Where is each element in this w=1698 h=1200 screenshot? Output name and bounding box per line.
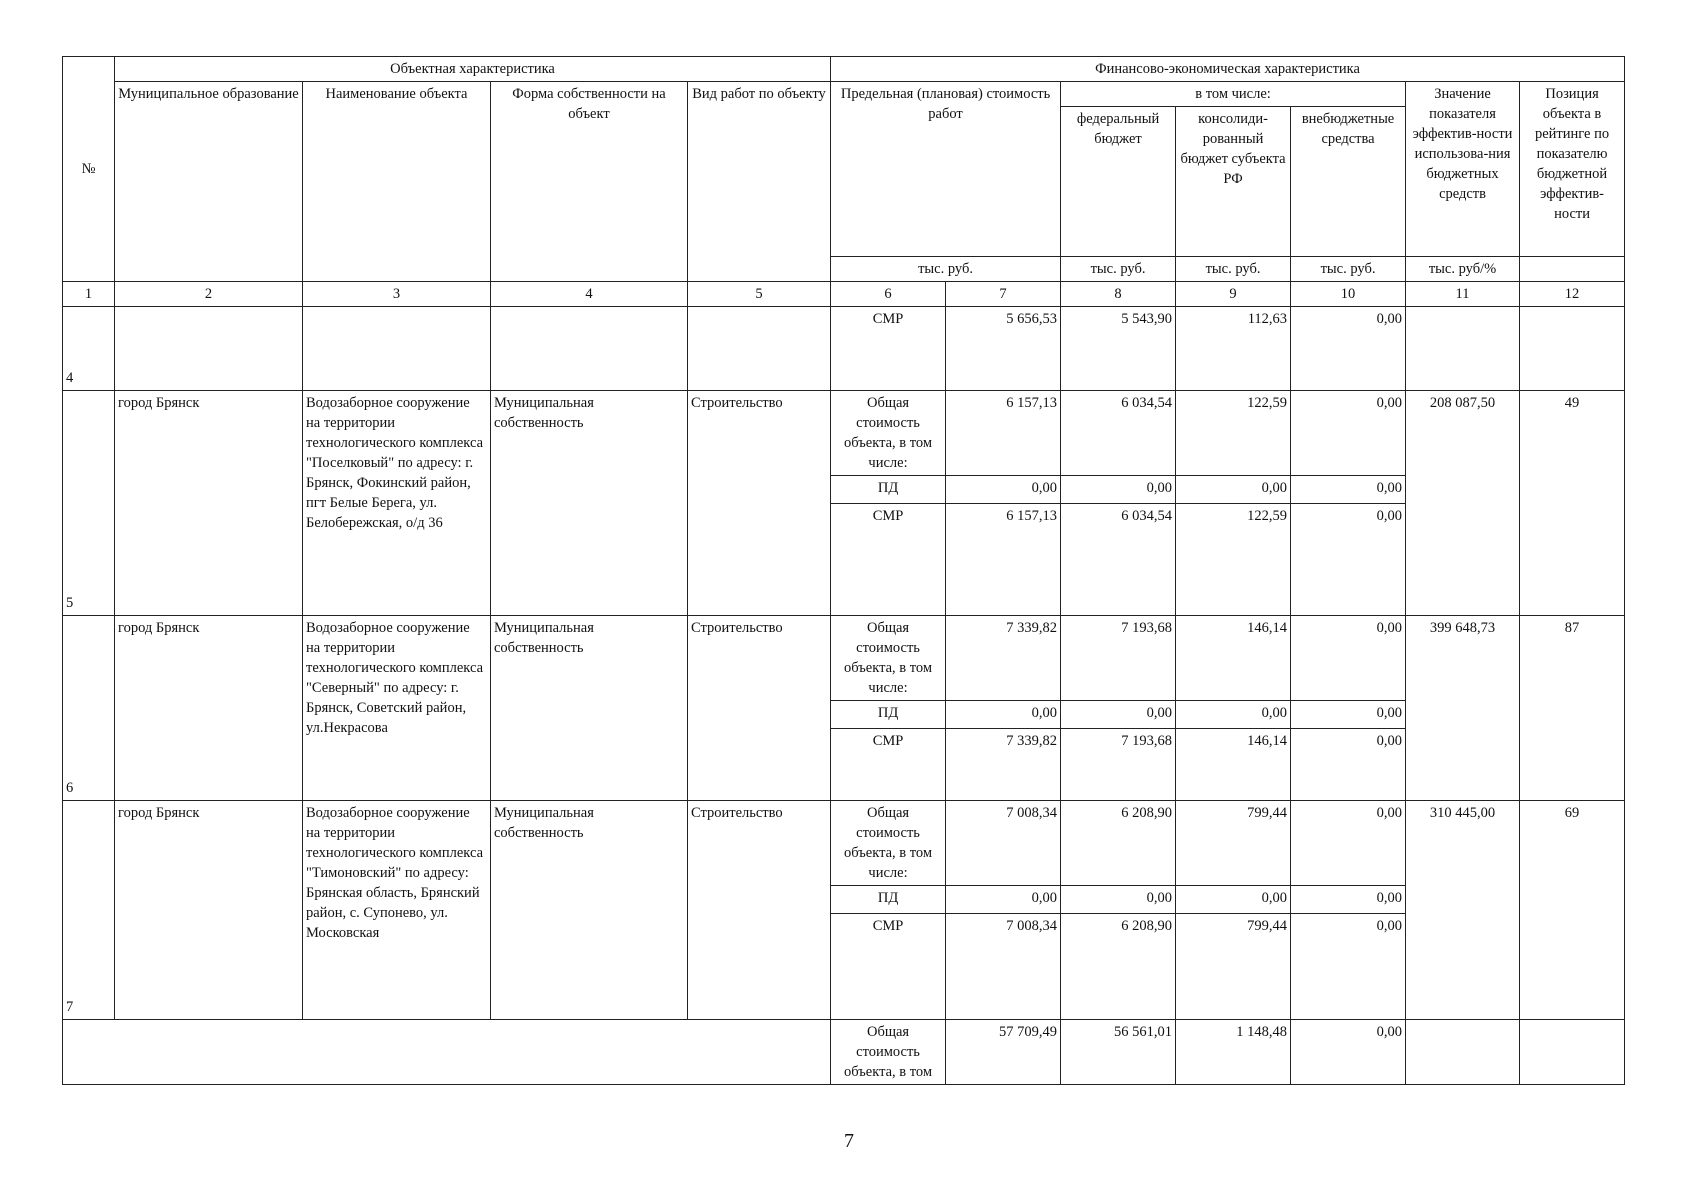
cost-federal: 6 034,54 [1061,504,1176,616]
header-object-name: Наименование объекта [303,82,491,282]
object-name: Водозаборное сооружение на территории технологического комплекса "Поселковый" по адресу: г. Брянск, Фокинский район, пгт Белые Берега, ул. Белобережская, о/д 36 [303,391,491,616]
row-number: 6 [63,616,115,801]
cost-federal: 6 034,54 [1061,391,1176,476]
header-cost: Предельная (плановая) стоимость работ [831,82,1061,257]
col-num: 1 [63,282,115,307]
column-number-row [63,282,1625,307]
header-federal: федеральный бюджет [1061,107,1176,257]
work-label: Общая стоимость объекта, в том числе: [831,391,946,476]
cost-total: 0,00 [946,886,1061,914]
header-consolidated: консолиди-рованный бюджет субъекта РФ [1176,107,1291,257]
header-municipality: Муниципальное образование [115,82,303,282]
cost-consolidated: 122,59 [1176,391,1291,476]
cost-total: 7 008,34 [946,801,1061,886]
ownership: Муниципальная собственность [491,801,688,1020]
cost-consolidated: 0,00 [1176,886,1291,914]
cost-federal: 7 193,68 [1061,729,1176,801]
total-empty [63,1020,831,1085]
cost-total: 0,00 [946,701,1061,729]
total-consolidated: 1 148,48 [1176,1020,1291,1085]
header-worktype: Вид работ по объекту [688,82,831,282]
work-label: СМР [831,914,946,1020]
unit-federal: тыс. руб. [1061,257,1176,282]
page-number: 7 [844,1130,854,1152]
header-indicator: Значение показателя эффектив-ности использова-ния бюджетных средств [1406,82,1520,257]
cost-total: 6 157,13 [946,391,1061,476]
table-row [63,307,1625,391]
work-label: СМР [831,504,946,616]
header-extrabudget: внебюджетные средства [1291,107,1406,257]
worktype: Строительство [688,616,831,801]
municipality: город Брянск [115,616,303,801]
budget-table [62,56,1625,1085]
cost-total: 0,00 [946,476,1061,504]
table-row [63,616,1625,701]
header-group-object: Объектная характеристика [115,57,831,82]
cost-consolidated: 146,14 [1176,616,1291,701]
unit-position-empty [1520,257,1625,282]
cost-total: 7 339,82 [946,616,1061,701]
cost-federal: 0,00 [1061,476,1176,504]
col-num: 10 [1291,282,1406,307]
cost-total: 7 008,34 [946,914,1061,1020]
cost-federal: 6 208,90 [1061,914,1176,1020]
cost-extra: 0,00 [1291,701,1406,729]
cost-extra: 0,00 [1291,504,1406,616]
work-label: Общая стоимость объекта, в том числе: [831,801,946,886]
cost-federal: 7 193,68 [1061,616,1176,701]
object-name: Водозаборное сооружение на территории технологического комплекса "Северный" по адресу: г. Брянск, Советский район, ул.Некрасова [303,616,491,801]
work-label: Общая стоимость объекта, в том числе: [831,616,946,701]
cost-consolidated: 0,00 [1176,476,1291,504]
col-num: 9 [1176,282,1291,307]
unit-consolidated: тыс. руб. [1176,257,1291,282]
col-num: 7 [946,282,1061,307]
ownership: Муниципальная собственность [491,616,688,801]
cost-extra: 0,00 [1291,914,1406,1020]
cost-federal: 6 208,90 [1061,801,1176,886]
unit-indicator: тыс. руб/% [1406,257,1520,282]
work-label: СМР [831,729,946,801]
unit-extrabudget: тыс. руб. [1291,257,1406,282]
col-num: 11 [1406,282,1520,307]
header-no: № [63,57,115,282]
cost-extra: 0,00 [1291,801,1406,886]
cost-federal: 0,00 [1061,701,1176,729]
unit-cost: тыс. руб. [831,257,1061,282]
cost-consolidated: 0,00 [1176,701,1291,729]
total-cost: 57 709,49 [946,1020,1061,1085]
col-num: 4 [491,282,688,307]
worktype: Строительство [688,801,831,1020]
header-group-row [63,57,1625,82]
cost-federal: 5 543,90 [1061,307,1176,391]
municipality: город Брянск [115,391,303,616]
cost-consolidated: 799,44 [1176,914,1291,1020]
cost-total: 7 339,82 [946,729,1061,801]
row-number: 7 [63,801,115,1020]
work-label: ПД [831,701,946,729]
col-num: 5 [688,282,831,307]
worktype: Строительство [688,391,831,616]
municipality: город Брянск [115,801,303,1020]
cost-total: 5 656,53 [946,307,1061,391]
row-number: 4 [63,307,115,391]
cost-extra: 0,00 [1291,886,1406,914]
work-label: СМР [831,307,946,391]
table-row [63,801,1625,886]
cost-consolidated: 146,14 [1176,729,1291,801]
header-ownership: Форма собственности на объект [491,82,688,282]
cost-federal: 0,00 [1061,886,1176,914]
work-label: ПД [831,476,946,504]
indicator-value: 310 445,00 [1406,801,1520,1020]
header-including: в том числе: [1061,82,1406,107]
col-num: 2 [115,282,303,307]
col-num: 8 [1061,282,1176,307]
col-num: 6 [831,282,946,307]
total-extra: 0,00 [1291,1020,1406,1085]
cost-extra: 0,00 [1291,476,1406,504]
cost-extra: 0,00 [1291,307,1406,391]
col-num: 12 [1520,282,1625,307]
cost-consolidated: 799,44 [1176,801,1291,886]
object-name: Водозаборное сооружение на территории технологического комплекса "Тимоновский" по адресу: Брянская область, Брянский район, с. Супонево, ул. Московская [303,801,491,1020]
header-row-1 [63,82,1625,107]
cost-total: 6 157,13 [946,504,1061,616]
table-row [63,391,1625,476]
ownership: Муниципальная собственность [491,391,688,616]
header-group-finance: Финансово-экономическая характеристика [831,57,1625,82]
row-number: 5 [63,391,115,616]
header-position: Позиция объекта в рейтинге по показателю бюджетной эффектив-ности [1520,82,1625,257]
total-row [63,1020,1625,1085]
total-label: Общая стоимость объекта, в том [831,1020,946,1085]
cost-extra: 0,00 [1291,616,1406,701]
indicator-value: 208 087,50 [1406,391,1520,616]
rating-position: 87 [1520,616,1625,801]
cost-consolidated: 112,63 [1176,307,1291,391]
indicator-value: 399 648,73 [1406,616,1520,801]
col-num: 3 [303,282,491,307]
work-label: ПД [831,886,946,914]
cost-consolidated: 122,59 [1176,504,1291,616]
cost-extra: 0,00 [1291,391,1406,476]
cost-extra: 0,00 [1291,729,1406,801]
total-federal: 56 561,01 [1061,1020,1176,1085]
rating-position: 69 [1520,801,1625,1020]
rating-position: 49 [1520,391,1625,616]
